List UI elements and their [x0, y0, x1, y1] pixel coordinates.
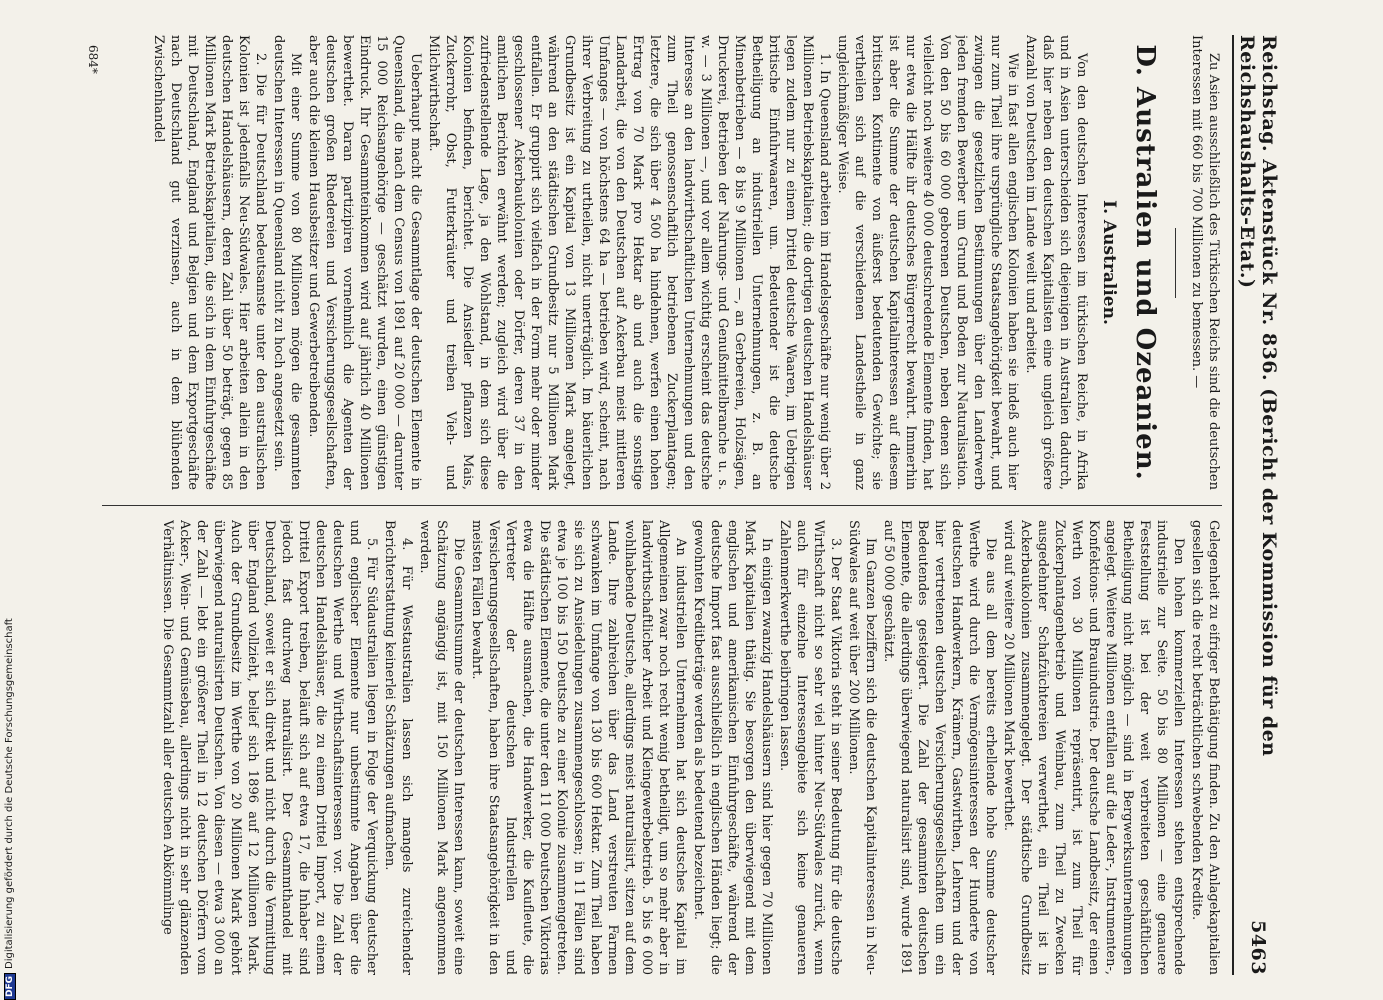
- right-column: [102, 520, 1222, 975]
- header-title: Reichstag. Aktenstück Nr. 836. (Bericht der Kommission für den Reichshaushalts-Etat.): [1236, 35, 1280, 757]
- paragraph: Von den deutschen Interessen im türkischen Reiche, in Afrika und in Asien unterscheiden sich diejenigen in Australien dadurch, daß hier neben den deutschen Kapitalisten eine ungleich größere Anzahl von Deutschen im Lande weilt und arbeitet.: [1023, 35, 1089, 490]
- column-divider: [102, 505, 1222, 506]
- credit-text: Digitalisierung gefördert durch die Deutsche Forschungsgemeinschaft: [4, 618, 15, 969]
- digitization-credit: [4, 618, 16, 1000]
- header-rule: [1232, 35, 1234, 975]
- section-divider: [1175, 228, 1176, 298]
- paragraph: Ueberhaupt macht die Gesammtlage der deutschen Elemente in Queensland, die nach dem Census von 1891 auf 20 000 — darunter 15 000 Reichsangehörige — geschätzt wurden, einen günstigen Eindruck. Ihr Gesammteinkommen wird auf jährlich 40 Millionen bewerthet. Daran partizipiren vornehmlich die Agenten der deutschen großen Rhedereien und Versicherungsgesellschaften, aber auch die kleinen Hausbesitzer und Gewerbetreibenden.: [306, 35, 423, 490]
- paragraph: 3. Der Staat Viktoria steht in seiner Bedeutung für die deutsche Wirthschaft nicht so sehr viel hinter Neu-Südwales zurück, wenn auch für einzelne Interessengebiete sich keine genaueren Zahlenmerkwerthe beibringen lassen.: [777, 520, 843, 975]
- dfg-logo: DFG: [4, 973, 16, 1000]
- section-title: Australien und Ozeanien.: [1130, 87, 1160, 481]
- paragraph: 2. Die für Deutschland bedeutsamste unter den australischen Kolonien ist jedenfalls Neu-Südwales. Hier arbeiten allein in den deutschen Handelshäusern, deren Zahl über 50 beträgt, gegen 85 Millionen Mark Betriebskapitalien, die sich in dem Einfuhrgeschäfte mit Deutschland, England und Belgien und dem Exportgeschäfte nach Deutschland gut verzinsen, auch in dem blühenden Zwischenhandel: [151, 35, 268, 490]
- left-column: [102, 35, 1222, 490]
- subsection-heading: I. Australien.: [1099, 200, 1119, 325]
- header-page-number: 5463: [1247, 920, 1269, 975]
- paragraph: Wie in fast allen englischen Kolonien haben sie indeß auch hier nur zum Theil ihre ursprüngliche Staatsangehörigkeit bewahrt, und zwingen die gesetzlichen Bestimmungen über den Landerwerb jeden fremden Bewerber um Grund und Boden zur Naturalisation. Von den 50 bis 60 000 geborenen Deutschen, neben denen sich vielleicht noch weitere 40 000 deutschredende Elemente finden, hat nur etwa die Hälfte ihr deutsches Bürgerrecht bewahrt. Immerhin ist aber die Summe der deutschen Kapitalinteressen auf diesem britischen Kontinente von äußerst bedeutenden Gewichte; sie vertheilen sich auf die verschiedenen Landestheile in ganz ungleichmäßiger Weise.: [835, 35, 1020, 490]
- paragraph: In einigen zwanzig Handelshäusern sind hier gegen 70 Millionen Mark Kapitalien thätig. Sie besorgen den überwiegend mit dem englischen und amerikanischen Einfuhrgeschäfte, während der deutsche Import fast ausschließlich in englischen Händen liegt; die gewohnten Kreditbeträge werden als bedeutend bezeichnet.: [691, 520, 774, 975]
- paragraph: An industriellen Unternehmen hat sich deutsches Kapital im Allgemeinen zwar noch recht wenig betheiligt, um so mehr aber in landwirthschaftlicher Arbeit und Kleingewerbebetrieb. 5 bis 6 000 wohlhabende Deutsche, allerdings meist naturalisirt, sitzen auf dem Lande. Ihre zahlreichen über das Land verstreuten Farmen schwanken im Umfange von 130 bis 600 Hektar. Zum Theil haben sie sich zu Ansiedelungen zusammengeschlossen; in 11 Fällen sind etwa je 100 bis 150 Deutsche zu einer Kolonie zusammengetreten. Die städtischen Elemente, die unter den 11 000 Deutschen Viktorias etwa die Hälfte ausmachen, die Handwerker, die Kaufleute, die Vertreter der deutschen Industriellen und Versicherungsgesellschaften, haben ihre Staatsangehörigkeit in den meisten Fällen bewahrt.: [469, 520, 688, 975]
- intro-paragraph: Zu Asien ausschließlich des Türkischen Reichs sind die deutschen Interessen mit 660 bis 700 Millionen zu bemessen. —: [1189, 35, 1221, 490]
- paragraph: Die Gesammtsumme der deutschen Interessen kann, soweit eine Schätzung angängig ist, mit 150 Millionen Mark angenommen werden.: [417, 520, 466, 975]
- section-letter: D.: [1130, 44, 1160, 77]
- paragraph: Mit einer Summe von 80 Millionen mögen die gesammten deutschen Interessen in Queensland nicht zu hoch angesetzt sein.: [271, 35, 303, 490]
- paragraph: 5. Für Südaustralien liegen in Folge der Verquickung deutscher und englischer Elemente nur unbestimmte Angaben über die deutschen Werthe und Wirthschaftsinteressen vor. Die Zahl der deutschen Handelshäuser, die zu einem Drittel Import, zu einem Drittel Export treiben, beläuft sich auf etwa 17, die Inhaber sind jedoch fast durchweg naturalisirt. Der Gesammthandel mit Deutschland, soweit er sich direkt und nicht durch die Vermittlung über England vollzieht, belief sich 1896 auf 12 Millionen Mark. Auch der Grundbesitz im Werthe von 20 Millionen Mark gehört überwiegend naturalisirten Deutschen. Von diesen — etwa 3 000 an der Zahl — lebt ein größerer Theil in 12 deutschen Dörfern vom Acker-, Wein- und Gemüsebau, allerdings nicht in sehr glänzenden Verhältnissen. Die Gesammtzahl aller deutschen Abkömmlinge: [160, 520, 379, 975]
- paragraph: 4. Für Westaustralien lassen sich mangels zureichender Berichterstattung keinerlei Schätzungen aufmachen.: [382, 520, 414, 975]
- page-mark: 684*: [86, 45, 100, 74]
- paragraph: Gelegenheit zu eifriger Bethätigung finden. Zu den Anlagekapitalien gesellen sich die recht beträchtlichen schwebenden Kredite.: [1189, 520, 1221, 975]
- paragraph: Den hohen kommerziellen Interessen stehen entsprechende industrielle zur Seite. 50 bis 80 Millionen — eine genauere Feststellung ist bei der weit verbreiteten geschäftlichen Betheiligung nicht möglich — sind in Bergwerksunternehmungen angelegt. Weitere Millionen entfallen auf die Leder-, Instrumenten-, Konfektions- und Brauindustrie. Der deutsche Landbesitz, der einen Werth von 30 Millionen repräsentirt, ist zum Theil für Zuckerplantagenbetrieb und Weinbau, zum Theil zu Zwecken ausgedehnter Schafzüchtereien verwerthet, ein Theil ist in Ackerbaukolonien zusammengelegt. Der städtische Grundbesitz wird auf weitere 20 Millionen Mark bewerthet.: [1001, 520, 1186, 975]
- paragraph: 1. In Queensland arbeiten im Handelsgeschäfte nur wenig über 2 Millionen Betriebskapitalien; die dortigen deutschen Handelshäuser legen zudem nur zu einem Drittel deutsche Waaren, im Uebrigen britische Einfuhrwaaren, um. Bedeutender ist die deutsche Betheiligung an industriellen Unternehmungen, z. B. an Minenbetrieben — 8 bis 9 Millionen —, an Gerbereien, Holzsägen, Druckerei, Betrieben der Nahrungs- und Genußmittelbranche u. s. w. — 3 Millionen —, und vor allem wichtig erscheint das deutsche Interesse an den landwirthschaftlichen Unternehmungen und den zum Theil genossenschaftlich betriebenen Zuckerplantagen; letztere, die sich über 4 500 ha hindehnen, werfen einen hohen Ertrag von 70 Mark pro Hektar ab und auch die sonstige Landarbeit, die von den Deutschen auf Ackerbau meist mittleren Umfanges — von höchstens 64 ha — betrieben wird, scheint, nach ihrer Verbreitung zu urtheilen, nicht unerträglich. Im bäuerlichen Grundbesitz ist ein Kapital von 13 Millionen Mark angelegt, während an den städtischen Grundbesitz nur 5 Millionen Mark entfallen. Er gruppirt sich vielfach in der Form mehr oder minder geschlossener Ackerbaukolonien oder Dörfer, deren 37 in den amtlichen Berichten erwähnt werden; zugleich wird über die zufriedenstellende Lage, ja den Wohlstand, in dem sich diese Kolonien befinden, berichtet. Die Ansiedler pflanzen Mais, Zuckerrohr, Obst, Futterkräuter und treiben Vieh- und Milchwirthschaft.: [426, 35, 832, 490]
- section-heading: [1129, 35, 1161, 490]
- paragraph: Im Ganzen beziffern sich die deutschen Kapitalinteressen in Neu-Südwales auf weit über 200 Millionen.: [846, 520, 878, 975]
- document-page: [86, 35, 1280, 975]
- running-header: [1236, 35, 1280, 975]
- paragraph: Die aus all dem bereits erhellende hohe Summe deutscher Werthe wird durch die Vermögensinteressen der Hunderte von deutschen Handwerkern, Krämern, Gastwirthen, Lehrern und der hier vertretenen deutschen Versicherungsgesellschaften um ein Bedeutendes gesteigert. Die Zahl der gesammten deutschen Elemente, die allerdings überwiegend naturalisirt sind, wurde 1891 auf 50 000 geschätzt.: [881, 520, 998, 975]
